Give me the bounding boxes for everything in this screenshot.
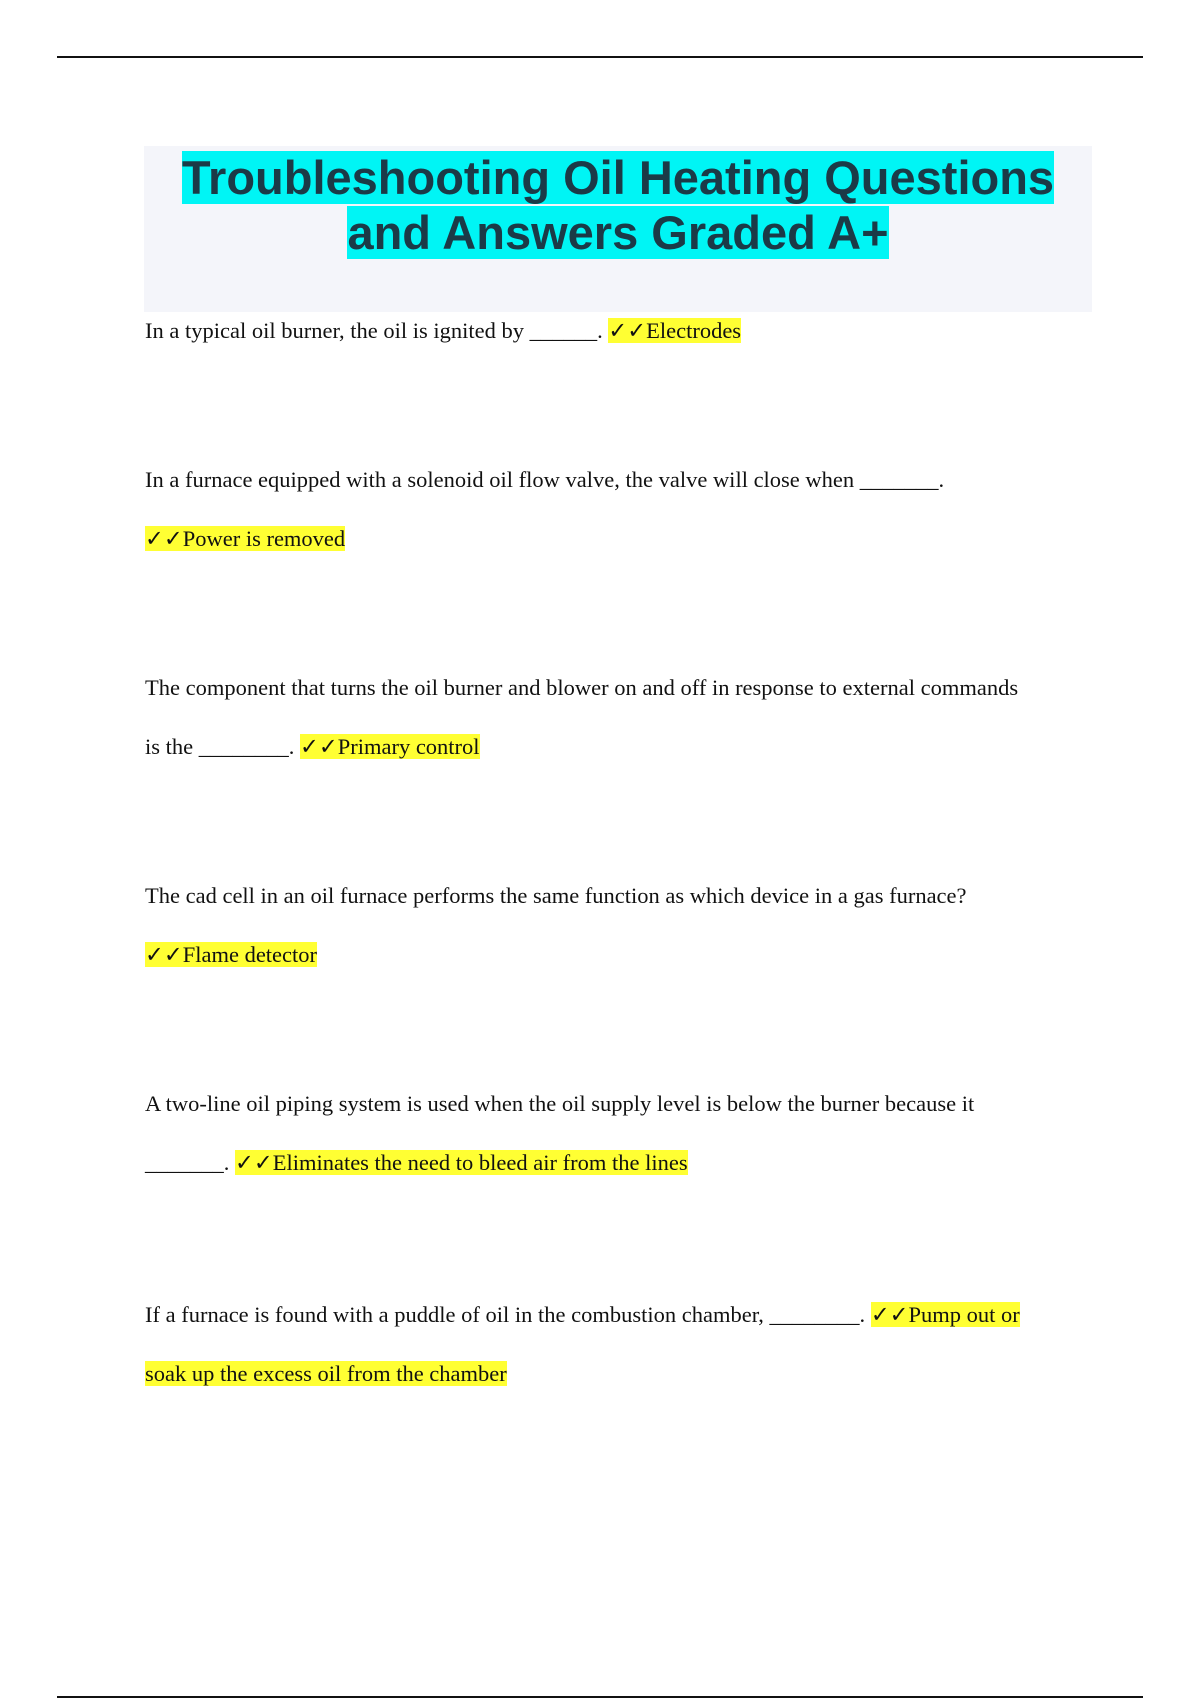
answer-highlight-line-1: ✓✓Pump out or (870, 1302, 1020, 1327)
qa-item-6 (145, 1285, 1090, 1403)
question-text-line-2: _______. (145, 1150, 235, 1175)
answer-highlight: ✓✓Flame detector (145, 942, 318, 967)
question-text: The cad cell in an oil furnace performs the same function as which device in a gas furnace? (145, 883, 967, 908)
answer-highlight: ✓✓Electrodes (608, 318, 742, 343)
question-text: In a furnace equipped with a solenoid oil flow valve, the valve will close when _______. (145, 467, 945, 492)
qa-item-1 (145, 301, 1090, 360)
top-rule (57, 56, 1143, 58)
answer-highlight: ✓✓Power is removed (145, 526, 346, 551)
answer-highlight: ✓✓Eliminates the need to bleed air from the lines (235, 1150, 688, 1175)
document-title (144, 146, 1092, 260)
answer-highlight-line-2: soak up the excess oil from the chamber (145, 1361, 507, 1386)
question-text-line-2: is the ________. (145, 734, 300, 759)
question-text: In a typical oil burner, the oil is ignited by ______. (145, 318, 609, 343)
question-text: If a furnace is found with a puddle of oil in the combustion chamber, ________. (145, 1302, 871, 1327)
bottom-rule (57, 1696, 1143, 1698)
title-box (144, 146, 1092, 312)
qa-item-4 (145, 866, 1090, 984)
title-line-2: and Answers Graded A+ (347, 206, 889, 259)
qa-item-2 (145, 450, 1090, 568)
question-text-line-1: A two-line oil piping system is used when the oil supply level is below the burner because it (145, 1091, 975, 1116)
question-text-line-1: The component that turns the oil burner and blower on and off in response to external commands (145, 675, 1019, 700)
answer-highlight: ✓✓Primary control (300, 734, 480, 759)
qa-item-3 (145, 658, 1090, 776)
qa-item-5 (145, 1074, 1090, 1192)
title-line-1: Troubleshooting Oil Heating Questions (181, 151, 1055, 204)
